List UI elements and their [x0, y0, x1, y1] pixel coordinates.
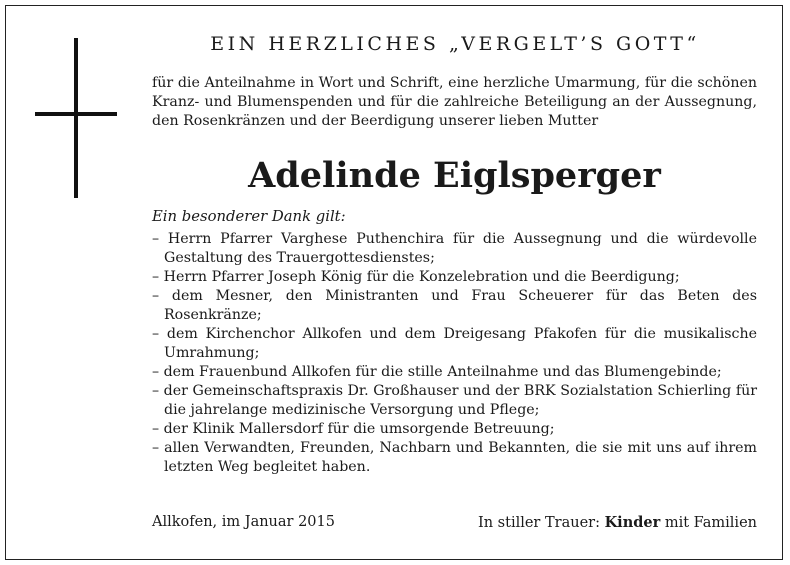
mourning-bold: Kinder: [604, 514, 661, 531]
notice-heading: EIN HERZLICHES „VERGELT’S GOTT“: [210, 33, 700, 55]
mourning-suffix: mit Familien: [660, 515, 757, 531]
thanks-list: [152, 230, 757, 477]
list-item: – dem Mesner, den Ministranten und Frau Scheuerer für das Beten des Rosenkränze;: [152, 288, 757, 323]
mourning-prefix: In stiller Trauer:: [478, 515, 605, 531]
list-item: – Herrn Pfarrer Joseph König für die Konzelebration und die Beerdigung;: [152, 269, 680, 285]
cross-icon: [74, 38, 78, 198]
list-item: – Herrn Pfarrer Varghese Puthenchira für die Aussegnung und die würdevolle Gestaltung des Trauergottesdienstes;: [152, 231, 757, 266]
mourning-line: [478, 514, 757, 531]
list-item: – allen Verwandten, Freunden, Nachbarn und Bekannten, die sie mit uns auf ihrem letzten Weg begleitet haben.: [152, 440, 757, 475]
deceased-name: Adelinde Eiglsperger: [248, 155, 661, 196]
cross-icon-bar: [35, 112, 117, 116]
list-item: – der Gemeinschaftspraxis Dr. Großhauser und der BRK Sozialstation Schierling für die jahrelange medizinische Versorgung und Pflege;: [152, 383, 757, 418]
intro-text: für die Anteilnahme in Wort und Schrift, eine herzliche Umarmung, für die schönen Kranz- und Blumenspenden und für die zahlreiche Beteiligung an der Aussegnung, den Rosenkränzen und der Beerdigung unserer lieben Mutter: [152, 75, 757, 129]
list-item: – dem Frauenbund Allkofen für die stille Anteilnahme und das Blumengebinde;: [152, 364, 722, 380]
thanks-title: Ein besonderer Dank gilt:: [152, 208, 346, 225]
list-item: – dem Kirchenchor Allkofen und dem Dreigesang Pfakofen für die musikalische Umrahmung;: [152, 326, 757, 361]
place-date: Allkofen, im Januar 2015: [152, 514, 335, 530]
list-item: – der Klinik Mallersdorf für die umsorgende Betreuung;: [152, 421, 555, 437]
